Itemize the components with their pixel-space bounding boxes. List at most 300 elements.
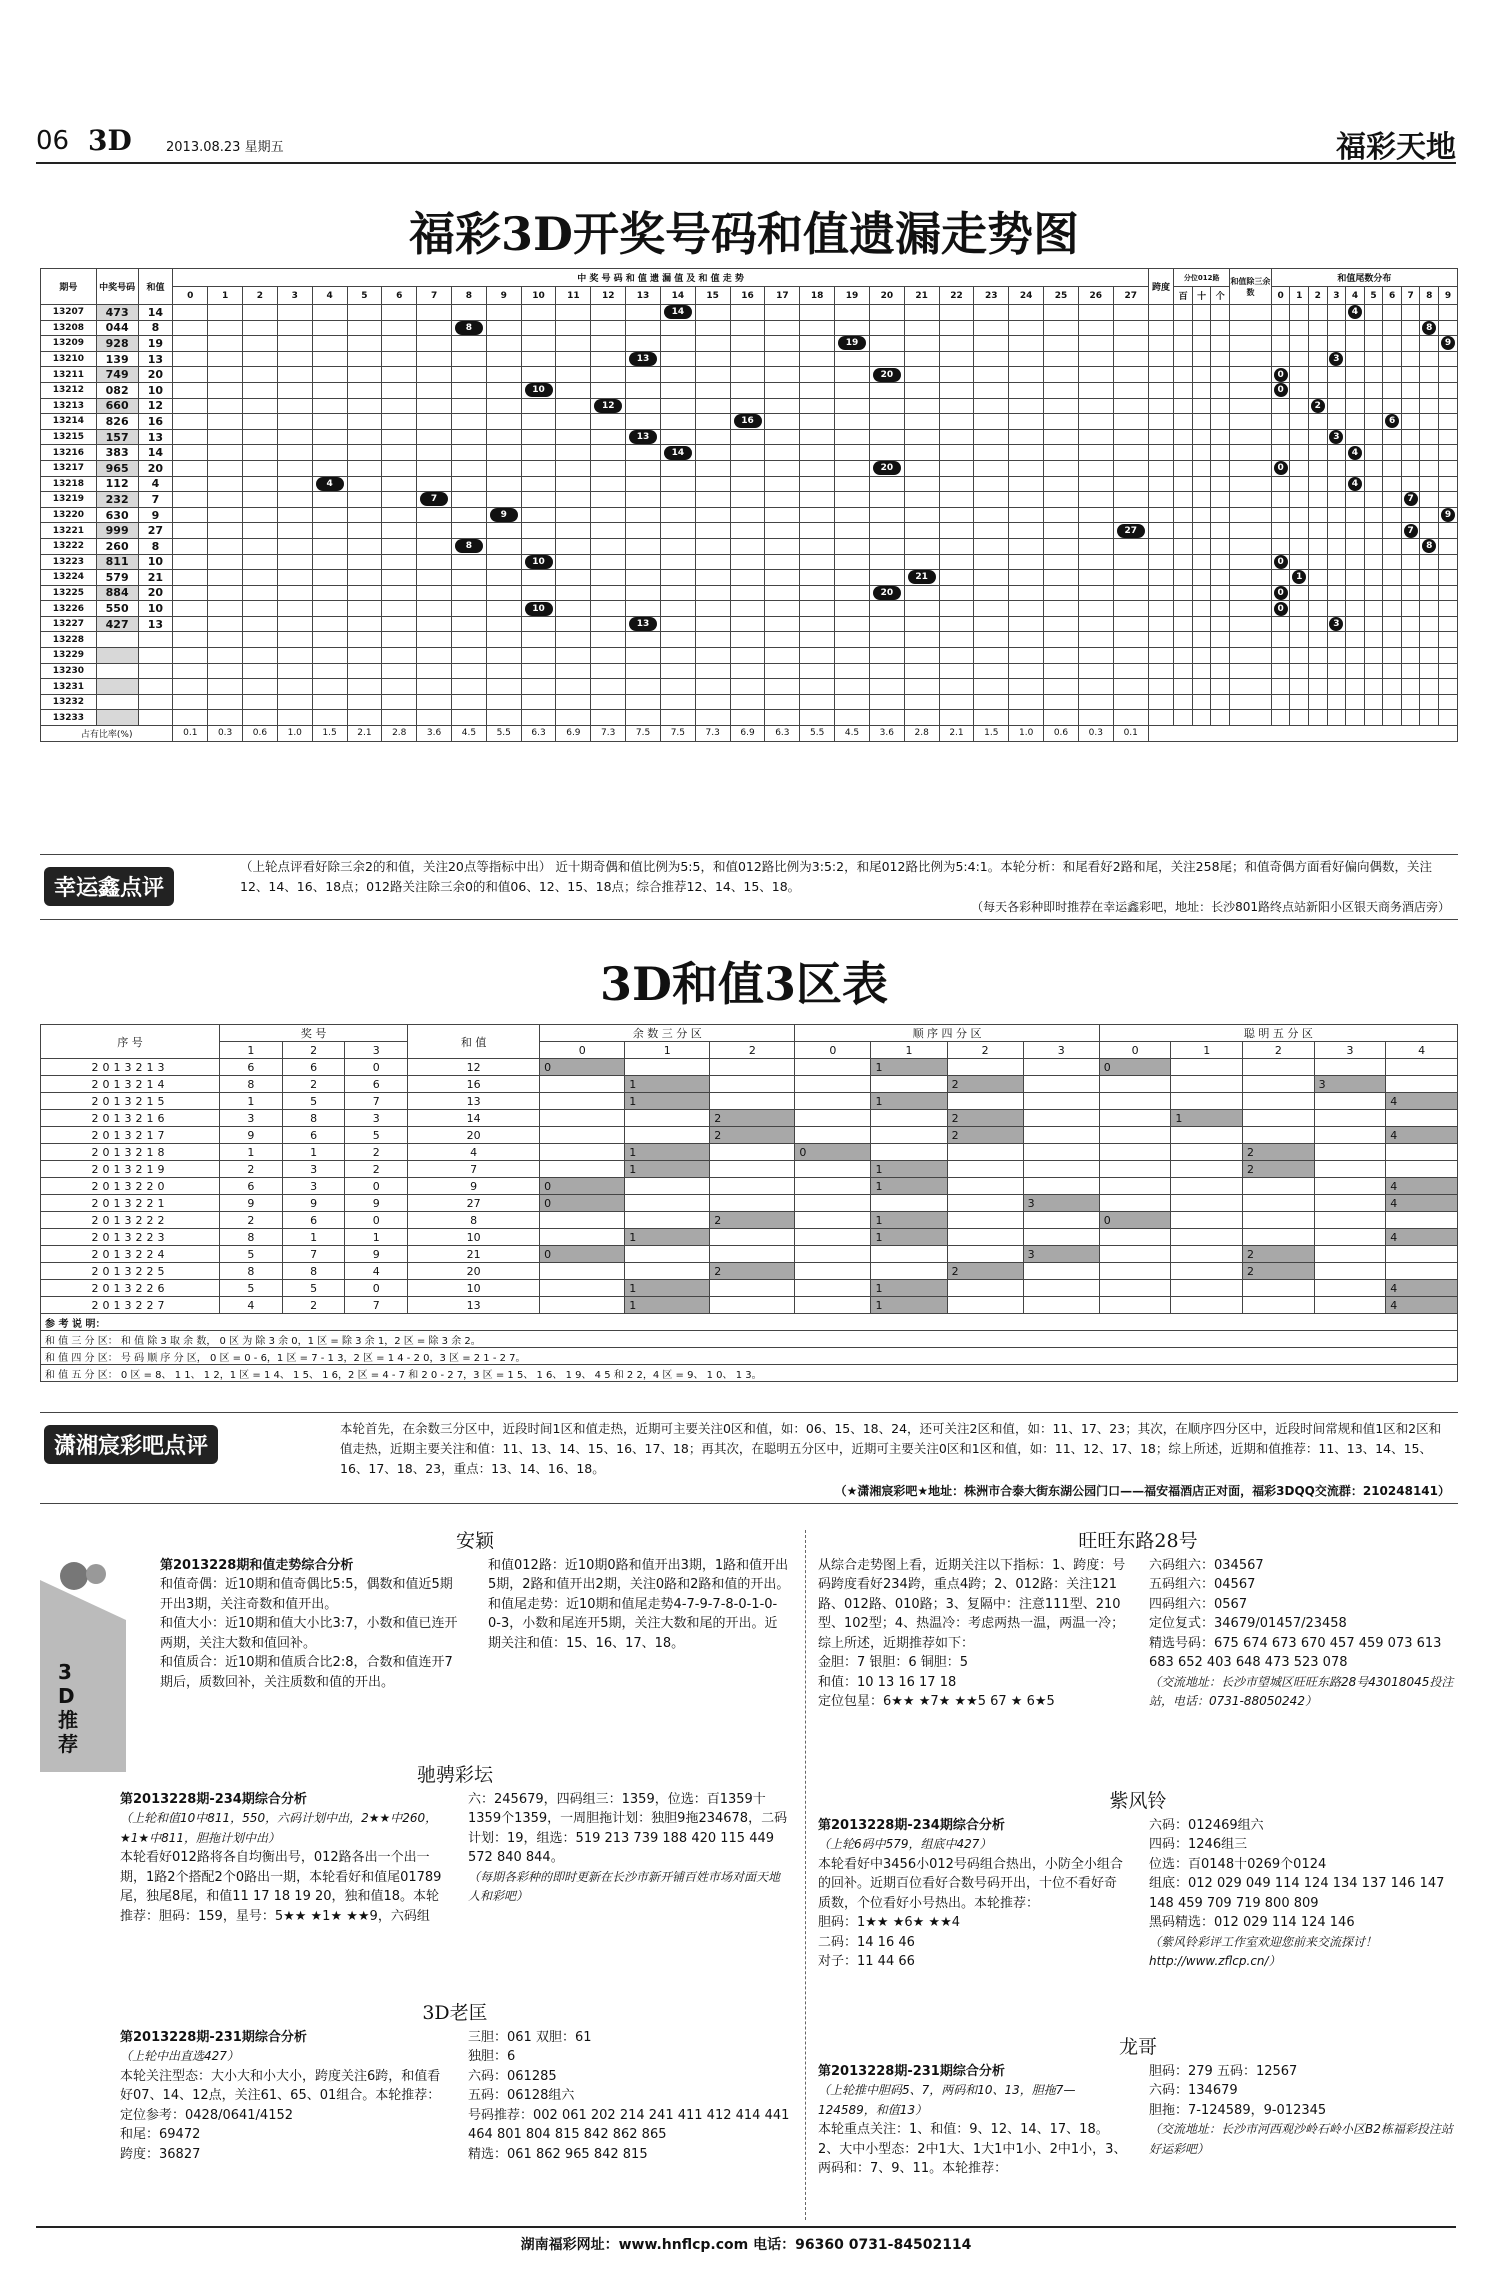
trend-sum-cell (1044, 679, 1079, 695)
trend-sum-cell (626, 663, 661, 679)
trend-sum-cell (556, 414, 591, 430)
zone-cell (710, 1144, 795, 1161)
trend-sum-cell (591, 507, 626, 523)
trend-tail-cell (1327, 679, 1346, 695)
trend-stat-cell (1211, 616, 1230, 632)
trend-issue: 13216 (41, 445, 97, 461)
trend-sum-cell (347, 601, 382, 617)
trend-sum-cell (347, 429, 382, 445)
trend-number (96, 632, 138, 648)
zone-issue: 2013218 (41, 1144, 220, 1161)
trend-tail-cell (1346, 679, 1365, 695)
zone-cell (1099, 1263, 1171, 1280)
trend-stat-cell (1192, 710, 1211, 726)
trend-tail-cell (1439, 351, 1458, 367)
trend-sum-cell (521, 351, 556, 367)
trend-sum-cell (626, 382, 661, 398)
trend-sum-cell (800, 710, 835, 726)
trend-tail-cell (1327, 570, 1346, 586)
trend-sum-cell (1113, 601, 1148, 617)
trend-sum-cell (974, 616, 1009, 632)
zone-header-g3: 聪 明 五 分 区 (1099, 1025, 1457, 1042)
trend-sum-cell (660, 476, 695, 492)
trend-stat-cell (1211, 710, 1230, 726)
trend-sum-cell (208, 710, 243, 726)
trend-sum-cell (835, 523, 870, 539)
trend-number: 044 (96, 320, 138, 336)
trend-sum-cell (1009, 523, 1044, 539)
trend-sum-cell (974, 492, 1009, 508)
trend-stat-cell (1192, 648, 1211, 664)
zone-prize-digit: 0 (345, 1280, 408, 1297)
trend-sum-cell (835, 414, 870, 430)
trend-sum-cell (800, 414, 835, 430)
trend-sum-marker: 14 (664, 446, 692, 460)
trend-stat-cell (1230, 367, 1272, 383)
zone-prize-digit: 0 (345, 1178, 408, 1195)
zone-prize-digit: 6 (220, 1059, 283, 1076)
zone-cell (871, 1127, 947, 1144)
trend-sum-cell (939, 648, 974, 664)
zone-issue: 2013215 (41, 1093, 220, 1110)
zone-issue: 2013222 (41, 1212, 220, 1229)
trend-sum-cell (695, 445, 730, 461)
trend-sum-cell (695, 585, 730, 601)
trend-tail-cell (1346, 632, 1365, 648)
trend-table (40, 268, 1458, 742)
trend-header-row (41, 269, 1458, 287)
zone-cell (795, 1212, 871, 1229)
trend-sum-cell (626, 367, 661, 383)
article-longge-title: 龙哥 (1118, 2036, 1157, 2058)
trend-sum-cell (382, 554, 417, 570)
trend-stat-cell (1148, 694, 1174, 710)
trend-tail-cell (1420, 445, 1439, 461)
trend-number: 928 (96, 336, 138, 352)
zone-cell (1023, 1280, 1099, 1297)
trend-sum-cell (730, 648, 765, 664)
trend-sum-cell (765, 616, 800, 632)
zone-hit-cell: 0 (1099, 1059, 1171, 1076)
trend-sum-cell (312, 320, 347, 336)
zone-prize-digit: 2 (282, 1076, 345, 1093)
trend-sum-cell (591, 367, 626, 383)
trend-sum: 20 (138, 367, 173, 383)
trend-sum-cell (312, 523, 347, 539)
trend-sum-cell (417, 429, 452, 445)
trend-tail-cell (1327, 538, 1346, 554)
zone-row (41, 1263, 1458, 1280)
trend-sum-cell (800, 679, 835, 695)
trend-tail-cell (1383, 507, 1402, 523)
trend-stat-cell (1230, 492, 1272, 508)
trend-sum-cell (974, 460, 1009, 476)
article-chipin-note: （上轮和值10中811，550，六码计划中出，2★★中260，★1★中811，胆拖计划中出） (120, 1811, 438, 1845)
trend-tail-cell (1401, 554, 1420, 570)
trend-sum-cell (173, 507, 208, 523)
trend-sum-cell (591, 710, 626, 726)
trend-sum-cell (695, 523, 730, 539)
trend-sum-cell (939, 523, 974, 539)
trend-sum-cell (800, 663, 835, 679)
trend-tail-cell (1439, 305, 1458, 321)
article-anying-subtitle: 第2013228期和值走势综合分析 (160, 1557, 354, 1573)
trend-sum-cell (626, 538, 661, 554)
trend-stat-cell (1174, 663, 1193, 679)
trend-number: 427 (96, 616, 138, 632)
trend-sum-cell (347, 320, 382, 336)
trend-sum-cell (208, 538, 243, 554)
trend-stat-cell (1192, 616, 1211, 632)
trend-sum-col-header: 5 (347, 287, 382, 305)
trend-sum-cell (1078, 523, 1113, 539)
trend-sum-cell (1113, 367, 1148, 383)
trend-sum-cell (974, 648, 1009, 664)
trend-sum-cell (382, 616, 417, 632)
trend-sum-col-header: 23 (974, 287, 1009, 305)
trend-sum-cell (800, 336, 835, 352)
zone-sum: 13 (408, 1297, 540, 1314)
zone-cell (1023, 1059, 1099, 1076)
trend-sum-cell (1044, 336, 1079, 352)
trend-row (41, 492, 1458, 508)
zone-cell (947, 1161, 1023, 1178)
zone-issue: 2013214 (41, 1076, 220, 1093)
trend-tail-cell (1271, 460, 1290, 476)
trend-tail-cell (1364, 336, 1383, 352)
zone-cell (540, 1144, 625, 1161)
trend-sum-cell (486, 632, 521, 648)
trend-tail-cell (1327, 710, 1346, 726)
trend-sum-cell (556, 601, 591, 617)
trend-sum-cell (382, 460, 417, 476)
article-longge-item: 六码：134679 (1149, 2083, 1238, 2098)
trend-row (41, 414, 1458, 430)
zone-prize-digit: 2 (220, 1161, 283, 1178)
trend-sum-cell (521, 710, 556, 726)
trend-sum-cell (486, 476, 521, 492)
trend-sum-cell (765, 445, 800, 461)
trend-sum-cell (382, 663, 417, 679)
trend-tail-cell (1346, 367, 1365, 383)
trend-tail-cell (1290, 694, 1309, 710)
trend-sum-cell (765, 570, 800, 586)
zone-cell (1171, 1144, 1243, 1161)
trend-tail-col-header: 3 (1327, 287, 1346, 305)
trend-sum-cell (417, 320, 452, 336)
trend-sum-cell (382, 601, 417, 617)
trend-sum-cell (312, 585, 347, 601)
trend-sum-cell (1044, 554, 1079, 570)
trend-tail-cell (1364, 570, 1383, 586)
trend-sum-cell (904, 492, 939, 508)
zone-prize-digit: 1 (282, 1229, 345, 1246)
trend-sum-cell (451, 570, 486, 586)
trend-sum-cell (417, 367, 452, 383)
trend-sum-col-header: 21 (904, 287, 939, 305)
trend-sum-cell (626, 616, 661, 632)
trend-tail-cell (1290, 507, 1309, 523)
trend-sum-cell (417, 585, 452, 601)
zone-sum: 12 (408, 1059, 540, 1076)
zone-cell (1243, 1195, 1315, 1212)
trend-sum-cell (382, 570, 417, 586)
trend-tail-cell (1346, 648, 1365, 664)
trend-ratio-value: 4.5 (451, 726, 486, 742)
trend-sum-cell (1044, 585, 1079, 601)
trend-sum-cell (486, 305, 521, 321)
trend-sum-cell (451, 694, 486, 710)
article-zifengling-p1: 本轮看好中3456小012号码组合热出，小防全小组合的回补。近期百位看好合数号码开出，十位不看好奇质数，个位看好小号热出。本轮推荐： (818, 1856, 1123, 1911)
trend-sum-cell (243, 710, 278, 726)
trend-sum-cell (173, 351, 208, 367)
trend-sum-cell (277, 710, 312, 726)
trend-issue: 13207 (41, 305, 97, 321)
trend-stat-cell (1174, 632, 1193, 648)
trend-sum-cell (277, 398, 312, 414)
article-laokuang-item: 号码推荐：002 061 202 214 241 411 412 414 441 464 801 804 815 842 862 865 (468, 2107, 790, 2142)
trend-sum-cell (869, 351, 904, 367)
trend-sum-cell (1078, 305, 1113, 321)
trend-sum-cell (486, 648, 521, 664)
trend-sum-cell (1009, 632, 1044, 648)
trend-stat-cell (1230, 320, 1272, 336)
trend-sum-cell (765, 305, 800, 321)
trend-sum-cell (451, 382, 486, 398)
trend-sum-cell (1044, 710, 1079, 726)
zone-cell (1023, 1297, 1099, 1314)
trend-tail-cell (1364, 648, 1383, 664)
trend-tail-cell (1290, 492, 1309, 508)
zone-row (41, 1093, 1458, 1110)
article-wangwang-note: （交流地址：长沙市望城区旺旺东路28号43018045投注站，电话：0731-88050242） (1149, 1674, 1454, 1708)
trend-row (41, 367, 1458, 383)
trend-sum-cell (312, 507, 347, 523)
trend-sum-cell (382, 367, 417, 383)
trend-ratio-value: 5.5 (486, 726, 521, 742)
trend-tail-cell (1439, 336, 1458, 352)
trend-sum-cell (695, 351, 730, 367)
zone-hit-cell: 1 (625, 1229, 710, 1246)
trend-tail-cell (1420, 382, 1439, 398)
trend-sum-cell (869, 460, 904, 476)
trend-sum-cell (312, 476, 347, 492)
trend-number: 660 (96, 398, 138, 414)
zone-cell (1386, 1076, 1458, 1093)
article-longge-item: 胆码：279 五码：12567 (1149, 2063, 1298, 2079)
trend-sum-cell (1044, 507, 1079, 523)
zone-hit-cell: 3 (1023, 1246, 1099, 1263)
zone-cell (947, 1178, 1023, 1195)
trend-tail-cell (1346, 414, 1365, 430)
article-laokuang-title: 3D老匡 (422, 2002, 488, 2024)
trend-sum-cell (312, 632, 347, 648)
trend-sum-marker: 12 (594, 399, 622, 413)
zone-cell (710, 1178, 795, 1195)
zone-hit-cell: 4 (1386, 1229, 1458, 1246)
trend-sum-col-header: 10 (521, 287, 556, 305)
trend-stat-cell (1174, 710, 1193, 726)
trend-sum-cell (382, 538, 417, 554)
trend-stat-cell (1192, 429, 1211, 445)
trend-sum-cell (173, 570, 208, 586)
trend-stat-cell (1192, 382, 1211, 398)
trend-tail-cell (1346, 507, 1365, 523)
trend-stat-cell (1174, 367, 1193, 383)
trend-sum-cell (695, 616, 730, 632)
article-zifengling-item: 组底：012 029 049 114 124 134 137 146 147 148 459 709 719 800 809 (1149, 1876, 1445, 1911)
zone-prize-digit: 6 (220, 1178, 283, 1195)
trend-sum-cell (591, 445, 626, 461)
trend-sum-cell (451, 476, 486, 492)
trend-sum-cell (660, 523, 695, 539)
trend-sum-cell (869, 305, 904, 321)
trend-sum-cell (277, 632, 312, 648)
trend-sum-col-header: 19 (835, 287, 870, 305)
zone-g2-col: 1 (871, 1042, 947, 1059)
zone-cell (1386, 1263, 1458, 1280)
trend-issue: 13233 (41, 710, 97, 726)
trend-sum-cell (695, 601, 730, 617)
trend-sum-marker: 13 (629, 617, 657, 631)
trend-tail-cell (1290, 648, 1309, 664)
trend-sum-cell (1009, 648, 1044, 664)
trend-tail-cell (1439, 585, 1458, 601)
trend-sum-cell (869, 601, 904, 617)
trend-sum-cell (243, 507, 278, 523)
trend-sum-cell (312, 336, 347, 352)
trend-sum-cell (1113, 507, 1148, 523)
trend-sum-cell (347, 492, 382, 508)
trend-sum-col-header: 8 (451, 287, 486, 305)
trend-sum-cell (173, 336, 208, 352)
trend-tail-cell (1364, 601, 1383, 617)
trend-sum-cell (173, 694, 208, 710)
trend-sum-cell (591, 679, 626, 695)
article-chipin-note2: （每期各彩种的即时更新在长沙市新开铺百姓市场对面天地人和彩吧） (468, 1869, 781, 1903)
trend-sum-cell (173, 585, 208, 601)
trend-stat-cell (1174, 320, 1193, 336)
zone-row (41, 1161, 1458, 1178)
trend-stat-cell (1230, 601, 1272, 617)
trend-sum-cell (486, 679, 521, 695)
zone-cell (1314, 1161, 1386, 1178)
trend-sum-cell (417, 351, 452, 367)
trend-tail-cell (1309, 460, 1328, 476)
trend-sum-cell (486, 336, 521, 352)
trend-stat-cell (1192, 305, 1211, 321)
trend-stat-cell (1211, 554, 1230, 570)
trend-number: 473 (96, 305, 138, 321)
trend-stat-cell (1230, 507, 1272, 523)
trend-stat-cell (1148, 710, 1174, 726)
trend-sum-cell (695, 710, 730, 726)
trend-sum-cell (869, 694, 904, 710)
trend-tail-cell (1420, 492, 1439, 508)
trend-sum-cell (521, 382, 556, 398)
trend-tail-cell (1309, 538, 1328, 554)
trend-stat-cell (1192, 398, 1211, 414)
trend-tail-marker: 0 (1274, 602, 1288, 616)
trend-sum-cell (1113, 523, 1148, 539)
trend-sum-cell (660, 616, 695, 632)
trend-sum-cell (695, 398, 730, 414)
trend-tail-cell (1439, 367, 1458, 383)
trend-tail-cell (1383, 601, 1402, 617)
trend-sum-cell (800, 570, 835, 586)
trend-tail-cell (1401, 710, 1420, 726)
trend-stat-cell (1192, 523, 1211, 539)
zone-issue: 2013223 (41, 1229, 220, 1246)
trend-sum-cell (556, 320, 591, 336)
trend-row (41, 507, 1458, 523)
trend-sum-cell (347, 679, 382, 695)
trend-sum-cell (486, 585, 521, 601)
zone-cell (625, 1263, 710, 1280)
trend-sum: 9 (138, 507, 173, 523)
zone-cell (710, 1246, 795, 1263)
trend-stat-cell (1192, 336, 1211, 352)
trend-ratio-value: 0.1 (1113, 726, 1148, 742)
trend-sum-cell (1044, 538, 1079, 554)
zone-hit-cell: 2 (947, 1127, 1023, 1144)
trend-sum-cell (660, 414, 695, 430)
trend-stat-cell (1192, 694, 1211, 710)
trend-sum-cell (695, 460, 730, 476)
trend-sum-cell (626, 492, 661, 508)
trend-sum-cell (521, 538, 556, 554)
trend-sum-col-header: 20 (869, 287, 904, 305)
trend-sum-cell (417, 523, 452, 539)
trend-issue: 13213 (41, 398, 97, 414)
trend-sum-col-header: 2 (243, 287, 278, 305)
zone-hit-cell: 2 (1243, 1263, 1315, 1280)
trend-sum-cell (277, 320, 312, 336)
trend-sum-cell (1009, 538, 1044, 554)
trend-sum-cell (1044, 351, 1079, 367)
trend-sum-cell (208, 632, 243, 648)
zone-cell (1314, 1093, 1386, 1110)
trend-stat-cell (1148, 538, 1174, 554)
trend-sum-marker: 20 (873, 586, 901, 600)
trend-sum-cell (1009, 663, 1044, 679)
trend-sum: 16 (138, 414, 173, 430)
trend-stat-cell (1211, 476, 1230, 492)
trend-sum-cell (1078, 445, 1113, 461)
zone-cell (1314, 1127, 1386, 1144)
trend-sum-cell (556, 507, 591, 523)
trend-sum-cell (974, 507, 1009, 523)
trend-tail-cell (1271, 554, 1290, 570)
trend-tail-cell (1346, 305, 1365, 321)
trend-tail-cell (1271, 476, 1290, 492)
trend-sum-cell (277, 679, 312, 695)
trend-sum-cell (1009, 305, 1044, 321)
zone-cell (1243, 1093, 1315, 1110)
trend-sum-col-header: 18 (800, 287, 835, 305)
trend-tail-cell (1383, 570, 1402, 586)
trend-stat-cell (1230, 398, 1272, 414)
trend-row (41, 445, 1458, 461)
trend-sum: 13 (138, 351, 173, 367)
trend-sum-marker: 14 (664, 305, 692, 319)
trend-stat-cell (1174, 601, 1193, 617)
trend-tail-cell (1439, 663, 1458, 679)
trend-stat-cell (1174, 492, 1193, 508)
trend-tail-cell (1364, 632, 1383, 648)
zone-cell (540, 1229, 625, 1246)
trend-stat-cell (1230, 351, 1272, 367)
